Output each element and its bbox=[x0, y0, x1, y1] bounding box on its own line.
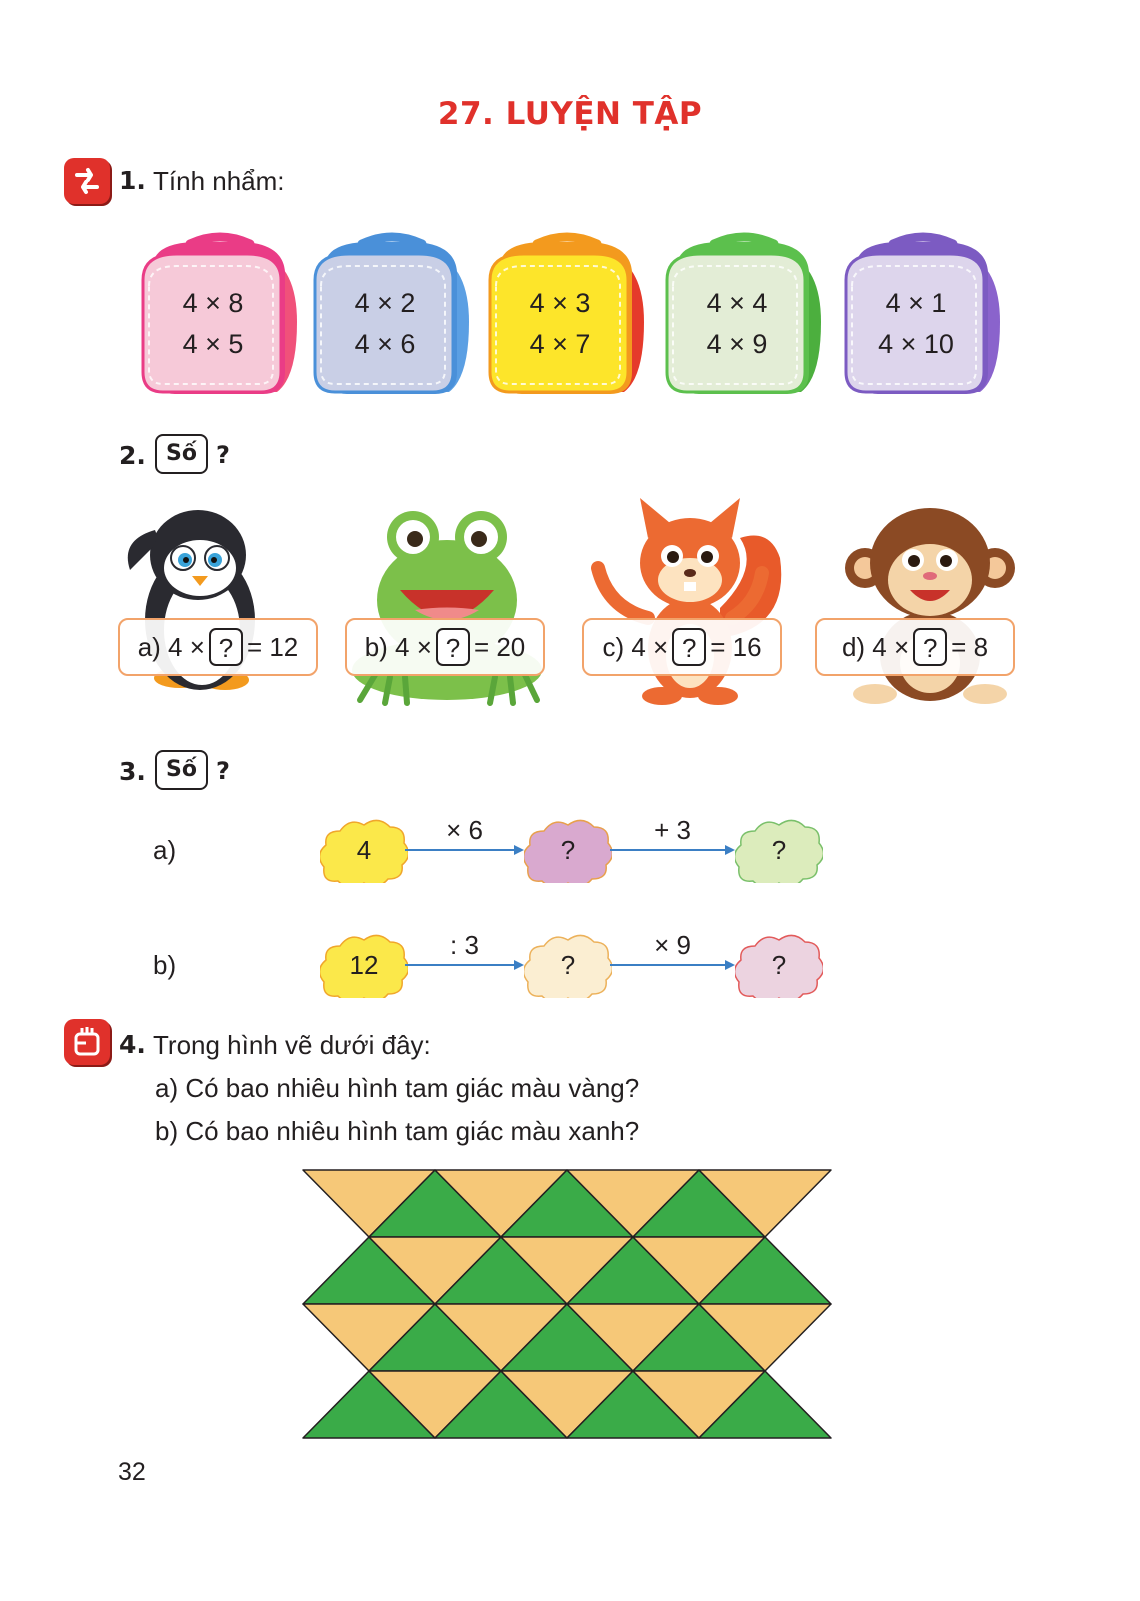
arrow-icon bbox=[405, 844, 524, 856]
backpack bbox=[135, 232, 305, 400]
page-number: 32 bbox=[118, 1458, 146, 1486]
equation-suffix: = 16 bbox=[710, 631, 762, 662]
question-mark: ? bbox=[216, 757, 230, 785]
cloud-value: ? bbox=[560, 835, 576, 865]
exercise-2-number: 2. bbox=[119, 441, 146, 470]
answer-blank[interactable]: ? bbox=[436, 628, 470, 666]
equation-monkey bbox=[815, 618, 1015, 676]
cloud-value: 12 bbox=[349, 950, 379, 980]
fist-badge-icon bbox=[64, 1019, 110, 1065]
backpack-top-expression: 4 × 3 bbox=[529, 288, 591, 318]
cloud-value: 4 bbox=[356, 835, 372, 865]
chain-start-cloud bbox=[320, 932, 408, 998]
chain-middle-cloud[interactable] bbox=[524, 932, 612, 998]
cloud-value: ? bbox=[560, 950, 576, 980]
chain-label: a) bbox=[153, 835, 177, 865]
answer-blank[interactable]: ? bbox=[913, 628, 947, 666]
equation-suffix: = 12 bbox=[246, 631, 299, 662]
backpack-bottom-expression: 4 × 10 bbox=[878, 329, 954, 359]
backpack-top-expression: 4 × 4 bbox=[706, 288, 768, 318]
backpack bbox=[838, 232, 1008, 400]
equation-prefix: b) 4 × bbox=[364, 631, 432, 662]
answer-blank[interactable]: ? bbox=[672, 628, 706, 666]
backpack-bottom-expression: 4 × 7 bbox=[529, 329, 591, 359]
backpack-bottom-expression: 4 × 5 bbox=[182, 329, 244, 359]
question-a: a) Có bao nhiêu hình tam giác màu vàng? bbox=[155, 1073, 640, 1103]
question-mark: ? bbox=[216, 441, 230, 469]
chain-middle-cloud[interactable] bbox=[524, 817, 612, 883]
triangle-figure bbox=[300, 1168, 835, 1444]
answer-blank[interactable]: ? bbox=[209, 628, 243, 666]
page-title: 27. LUYỆN TẬP bbox=[437, 96, 703, 132]
operation-label: + 3 bbox=[654, 815, 691, 845]
exercise-1-number: 1. bbox=[119, 166, 146, 195]
chain-start-cloud bbox=[320, 817, 408, 883]
question-b: b) Có bao nhiêu hình tam giác màu xanh? bbox=[155, 1116, 640, 1146]
exercise-4-number: 4. bbox=[119, 1030, 146, 1059]
exercise-1-instruction: Tính nhẩm: bbox=[153, 166, 285, 196]
backpack bbox=[482, 232, 652, 400]
backpack-bottom-expression: 4 × 6 bbox=[354, 329, 416, 359]
equation-suffix: = 20 bbox=[473, 631, 526, 662]
equation-frog bbox=[345, 618, 545, 676]
equation-prefix: c) 4 × bbox=[602, 631, 669, 662]
arrow-icon bbox=[610, 959, 735, 971]
equation-prefix: a) 4 × bbox=[137, 631, 205, 662]
equation-suffix: = 8 bbox=[951, 631, 989, 662]
so-box: Số bbox=[155, 750, 208, 790]
arrow-icon bbox=[610, 844, 735, 856]
calculate-badge-icon bbox=[64, 158, 110, 204]
equation-prefix: d) 4 × bbox=[841, 631, 910, 662]
equation-penguin bbox=[118, 618, 318, 676]
penguin-icon bbox=[120, 500, 270, 710]
exercise-3-number: 3. bbox=[119, 757, 146, 786]
backpack-top-expression: 4 × 8 bbox=[182, 288, 244, 318]
operation-label: × 6 bbox=[446, 815, 483, 845]
exercise-4-instruction: Trong hình vẽ dưới đây: bbox=[153, 1030, 431, 1060]
backpack-top-expression: 4 × 1 bbox=[885, 288, 947, 318]
chain-label: b) bbox=[153, 950, 177, 980]
backpack bbox=[659, 232, 829, 400]
backpack bbox=[307, 232, 477, 400]
backpack-top-expression: 4 × 2 bbox=[354, 288, 416, 318]
chain-end-cloud[interactable] bbox=[735, 932, 823, 998]
cloud-value: ? bbox=[771, 835, 787, 865]
operation-label: × 9 bbox=[654, 930, 691, 960]
equation-squirrel bbox=[582, 618, 782, 676]
operation-label: : 3 bbox=[450, 930, 479, 960]
monkey-icon bbox=[835, 498, 1025, 708]
cloud-value: ? bbox=[771, 950, 787, 980]
backpack-bottom-expression: 4 × 9 bbox=[706, 329, 768, 359]
arrow-icon bbox=[405, 959, 524, 971]
squirrel-icon bbox=[590, 498, 790, 708]
chain-end-cloud[interactable] bbox=[735, 817, 823, 883]
frog-icon bbox=[345, 505, 550, 710]
so-box: Số bbox=[155, 434, 208, 474]
